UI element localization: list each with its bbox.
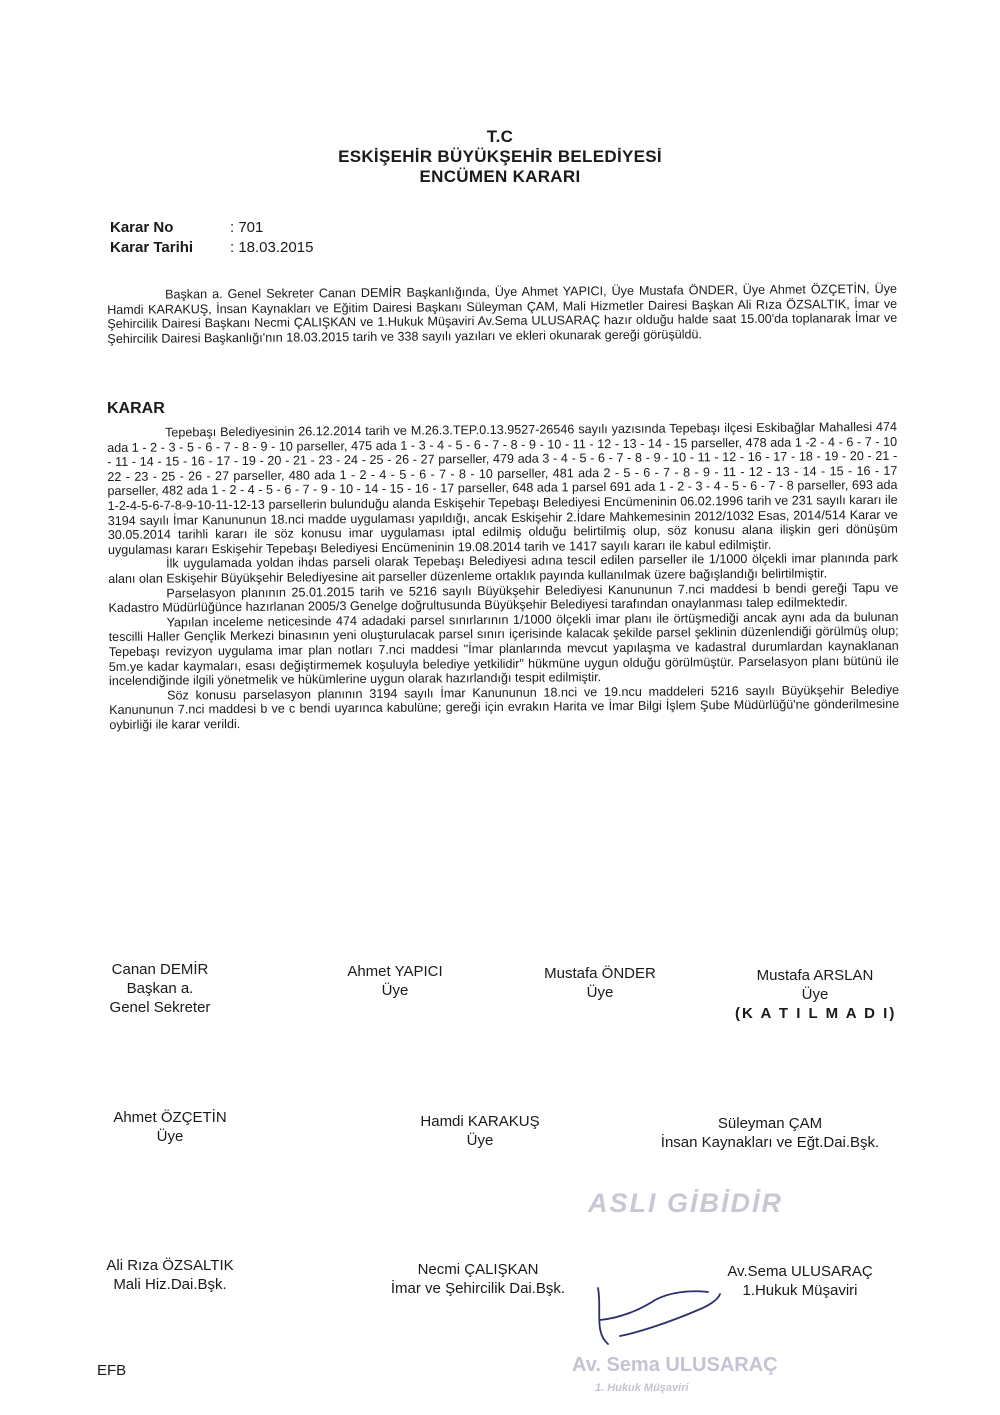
karar-paragraph-3: Parselasyon planının 25.01.2015 tarih ve 5216 sayılı Büyükşehir Belediyesi Kanununun 7.nci maddesi b bendi gereği Tapu ve Kadastro Müdürlüğünce hazırlanan 2005/3 Genelge doğrultusunda Büyükşehir Belediyesi tarafından onaylanması talep edilmektedir.: [108, 580, 899, 616]
signatory-title: Genel Sekreter: [109, 999, 211, 1016]
signatory-name: Ahmet YAPICI: [347, 963, 443, 980]
signatory-role: Başkan a.: [126, 980, 194, 997]
signatory-role: İmar ve Şehircilik Dai.Bşk.: [390, 1280, 566, 1297]
header-tc: T.C: [486, 127, 514, 146]
karar-paragraph-5: Söz konusu parselasyon planının 3194 sayılı İmar Kanununun 18.nci ve 19.ncu maddeleri 5216 sayılı Büyükşehir Belediye Kanununun 7.nci maddesi b ve c bendi uyarınca kabulüne; gereği için evrakın Harita ve İmar Bilgi İşlem Şube Müdürlüğü'ne gönderilmesine oybirliği ile karar verildi.: [109, 682, 900, 732]
signatory-role: Üye: [586, 984, 614, 1001]
karar-tarihi-label: Karar Tarihi: [110, 239, 194, 256]
signatory-name: Necmi ÇALIŞKAN: [417, 1261, 539, 1278]
signatory-name: Süleyman ÇAM: [717, 1115, 823, 1132]
karar-paragraph-2: İlk uygulamada yoldan ihdas parseli olarak Tepebaşı Belediyesi adına tescil edilen parseller ile 1/1000 ölçekli imar planında park alanı olan Eskişehir Büyükşehir Belediyesine ait parseller düzenleme ortaklık payında kullanılmak üzere bağışlandığı belirtilmiştir.: [108, 551, 899, 586]
header-institution: ESKİŞEHİR BÜYÜKŞEHİR BELEDİYESİ: [338, 147, 662, 166]
absent-note: (K A T I L M A D I): [735, 1005, 897, 1022]
intro-paragraph: Başkan a. Genel Sekreter Canan DEMİR Başkanlığında, Üye Ahmet YAPICI, Üye Mustafa ÖNDER, Üye Ahmet ÖZÇETİN, Üye Hamdi KARAKUŞ, İnsan Kaynakları ve Eğitim Dairesi Başkanı Süleyman ÇAM, Mali Hizmetler Dairesi Başkan Ali Rıza ÖZSALTIK, İmar ve Şehircilik Dairesi Başkanı Necmi ÇALIŞKAN ve 1.Hukuk Müşaviri Av.Sema ULUSARAÇ hazır olduğu halde saat 15.00'da toplanarak İmar ve Şehircilik Dairesi Başkanlığı'nın 18.03.2015 tarih ve 338 sayılı yazıları ve ekleri okunarak gereği görüşüldü.: [107, 281, 898, 346]
karar-body: [107, 420, 899, 733]
signature-mustafa-onder: [530, 964, 670, 1002]
signature-ahmet-ozcetin: [95, 1108, 245, 1146]
karar-paragraph-1: Tepebaşı Belediyesinin 26.12.2014 tarih ve M.26.3.TEP.0.13.9527-26546 sayılı yazısında Tepebaşı ilçesi Eskibağlar Mahallesi 474 ada 1 - 2 - 3 - 5 - 6 - 7 - 8 - 9 - 10 parseller, 475 ada 1 - 3 - 4 - 5 - 6 - 7 - 8 - 9 - 10 - 11 - 12 - 13 - 14 - 15 parseller, 478 ada 1 -2 - 4 - 6 - 7 - 10 - 11 - 14 - 15 - 16 - 17 - 19 - 20 - 21 - 23 - 24 - 25 - 26 - 27 parseller, 479 ada 3 - 4 - 5 - 6 - 7 - 8 - 9 - 10 - 11 - 12 - 16 - 17 - 18 - 19 - 20 - 21 - 22 - 23 - 25 - 26 - 27 parseller, 480 ada 1 - 2 - 4 - 5 - 6 - 7 - 8 - 10 parseller, 481 ada 2 - 5 - 6 - 7 - 8 - 9 - 11 - 12 - 13 - 14 - 15 - 16 - 17 parseller, 482 ada 1 - 2 - 4 - 5 - 6 - 7 - 9 - 10 - 14 - 15 - 16 - 17 parseller, 648 ada 1 parsel 691 ada 1 - 2 - 3 - 4 - 5 - 6 - 7 - 8 parseller, 693 ada 1-2-4-5-6-7-8-9-10-11-12-13 parsellerin bulunduğu alanda Eskişehir Tepebaşı Belediyesi Encümeninin 06.02.1996 tarih ve 231 sayılı kararı ile 3194 sayılı İmar Kanununun 18.nci madde uygulaması yapıldığı, ancak Eskişehir 2.İdare Mahkemesinin 2012/1032 Esas, 2014/514 Karar ve 30.05.2014 tarihli kararı ile söz konusu imar uygulaması iptal edilmiş olduğu belirtilmiş olup, söz konusu alana ilişkin geri dönüşüm uygulaması kararı Eskişehir Tepebaşı Belediyesi Encümeninin 19.08.2014 tarih ve 1417 sayılı kararı ile kabul edilmiştir.: [107, 419, 898, 557]
signatory-name: Canan DEMİR: [111, 961, 209, 978]
signatory-role: Üye: [466, 1132, 494, 1149]
signatory-role: Üye: [801, 986, 829, 1003]
signatory-name: Hamdi KARAKUŞ: [420, 1113, 540, 1130]
signature-mustafa-arslan: [735, 966, 895, 1023]
signature-ali-riza-ozsaltik: [95, 1256, 245, 1294]
handwritten-signature: [580, 1270, 730, 1360]
karar-tarihi-row: [110, 239, 313, 256]
signature-hamdi-karakus: [405, 1112, 555, 1150]
signature-canan-demir: [95, 960, 225, 1017]
karar-no-row: [110, 219, 263, 236]
lawyer-name-stamp: Av. Sema ULUSARAÇ: [572, 1354, 778, 1376]
signatory-role: Üye: [156, 1128, 184, 1145]
intro-block: [107, 282, 897, 347]
karar-paragraph-4: Yapılan inceleme neticesinde 474 adadaki parsel sınırlarının 1/1000 ölçekli imar planı ile örtüşmediği ancak aynı ada da bulunan tescilli Haller Gençlik Merkezi binasının yeni oluşturulacak parsel sınırı içerisinde kalacak şekilde parsel şeklinin düzenlendiği görülmüş olup; Tepebaşı revizyon uygulama imar plan notları 7.nci maddesi "İmar planlarında mevcut yapılaşma ve kadastral durumlardan kaynaklanan 5m.ye kadar kaymaları, esası değiştirmemek koşuluyla belediye yetkilidir" hükmüne uygun olduğu görülmüştür. Parselasyon planı bütünü ile incelendiğinde ilgili yönetmelik ve hükümlerine uygun olarak hazırlandığı tespit edilmiştir.: [108, 609, 899, 689]
signature-suleyman-cam: [650, 1114, 890, 1152]
lawyer-title-stamp: 1. Hukuk Müşaviri: [595, 1382, 689, 1394]
signatory-role: Üye: [381, 982, 409, 999]
header-doc-type: ENCÜMEN KARARI: [419, 167, 581, 186]
signatory-name: Ali Rıza ÖZSALTIK: [106, 1257, 234, 1274]
karar-tarihi-value: : 18.03.2015: [230, 239, 314, 256]
signatory-name: Av.Sema ULUSARAÇ: [727, 1263, 873, 1280]
signatory-name: Mustafa ÖNDER: [544, 965, 656, 982]
footer-code: EFB: [97, 1362, 127, 1379]
karar-heading: KARAR: [107, 400, 165, 417]
signatory-role: Mali Hiz.Dai.Bşk.: [113, 1276, 227, 1293]
signatory-role: 1.Hukuk Müşaviri: [742, 1282, 858, 1299]
signature-necmi-caliskan: [378, 1260, 578, 1298]
certified-copy-stamp: ASLI GİBİDİR: [588, 1188, 784, 1218]
signatory-name: Mustafa ARSLAN: [756, 967, 874, 984]
karar-no-value: : 701: [230, 219, 264, 236]
signatory-role: İnsan Kaynakları ve Eğt.Dai.Bşk.: [660, 1134, 880, 1151]
karar-no-label: Karar No: [110, 219, 174, 236]
signatory-name: Ahmet ÖZÇETİN: [113, 1109, 227, 1126]
signature-sema-ulusarac: [710, 1262, 890, 1300]
signature-ahmet-yapici: [330, 962, 460, 1000]
